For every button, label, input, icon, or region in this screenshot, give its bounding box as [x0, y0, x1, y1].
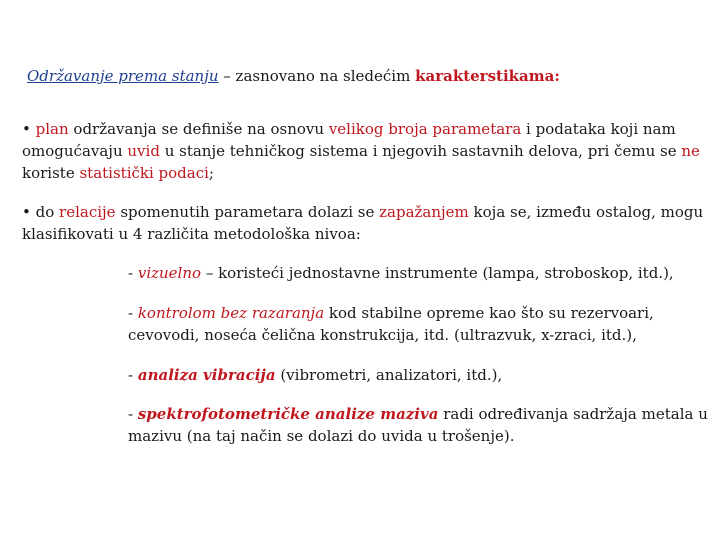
slide-heading — [27, 66, 560, 86]
text-run: ; — [208, 164, 214, 182]
list-text: (vibrometri, analizatori, itd.), — [275, 366, 503, 384]
list-item-visual — [128, 262, 708, 284]
list-term: spektrofotometričke analize maziva — [137, 405, 439, 423]
paragraph-relations — [22, 201, 712, 245]
heading-keyword: karakterstikama: — [415, 67, 560, 85]
highlight-not: ne — [681, 142, 700, 160]
list-text: – koristeći jednostavne instrumente (lampa, stroboskop, itd.), — [201, 264, 674, 282]
bullet: • — [22, 120, 36, 138]
text-run: koriste — [22, 164, 80, 182]
bullet: • — [22, 203, 36, 221]
list-item-spectro — [128, 403, 708, 447]
list-text: radi određivanja sadržaja metala u mazivu (na taj način se dolazi do uvida u trošenje). — [128, 405, 708, 445]
list-term: kontrolom bez razaranja — [137, 304, 325, 322]
text-run: i podataka koji nam omogućavaju — [22, 120, 676, 160]
list-dash: - — [128, 405, 138, 423]
heading-dash-text: – zasnovano na sledećim — [218, 67, 416, 85]
list-term: vizuelno — [137, 264, 202, 282]
highlight-relations: relacije — [59, 203, 116, 221]
list-dash: - — [128, 366, 138, 384]
highlight-insight: uvid — [127, 142, 160, 160]
text-run: održavanja se definiše na osnovu — [68, 120, 329, 138]
list-text: kod stabilne opreme kao što su rezervoari, cevovodi, noseća čelična konstrukcija, itd. (ultrazvuk, x-zraci, itd.), — [128, 304, 654, 344]
highlight-observation: zapažanjem — [379, 203, 469, 221]
list-dash: - — [128, 304, 138, 322]
highlight-plan: plan — [35, 120, 69, 138]
text-run: u stanje tehničkog sistema i njegovih sastavnih delova, pri čemu se — [159, 142, 682, 160]
paragraph-plan — [22, 118, 712, 184]
highlight-parameters: velikog broja parametara — [328, 120, 522, 138]
text-run: spomenutih parametara dolazi se — [115, 203, 380, 221]
heading-term: Održavanje prema stanju — [27, 67, 219, 85]
list-dash: - — [128, 264, 138, 282]
text-run: do — [35, 203, 60, 221]
list-term: analiza vibracija — [137, 366, 276, 384]
list-item-ndt — [128, 302, 708, 346]
text-run: koja se, između ostalog, mogu klasifikovati u 4 različita metodološka nivoa: — [22, 203, 704, 243]
list-item-vibration — [128, 364, 708, 386]
highlight-statistics: statistički podaci — [79, 164, 209, 182]
